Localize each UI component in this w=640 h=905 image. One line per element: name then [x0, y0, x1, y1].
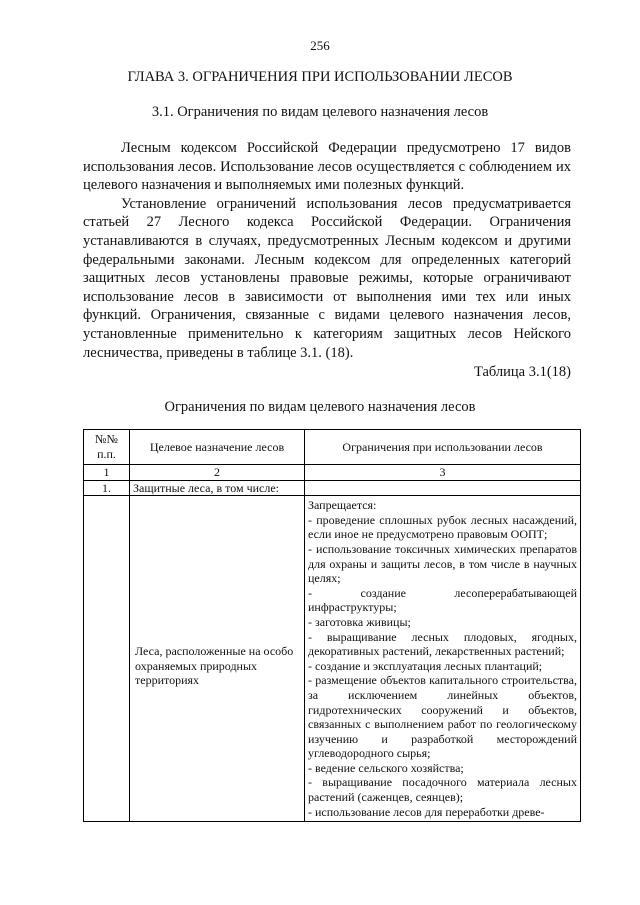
- section-title: 3.1. Ограничения по видам целевого назначения лесов: [151, 104, 489, 120]
- header-restrictions: Ограничения при использовании лесов: [305, 430, 581, 465]
- row-restrictions: [305, 496, 581, 822]
- header-num: №№ п.п.: [84, 430, 130, 465]
- row-purpose: Защитные леса, в том числе:: [130, 480, 305, 496]
- row-num: [84, 496, 130, 822]
- table-row: [84, 480, 581, 496]
- purpose-text: Леса, расположенные на особо охраняемых природных территориях: [135, 644, 294, 688]
- page-number: 256: [310, 38, 330, 53]
- restriction-item: - выращивание лесных плодовых, ягодных, декоративных растений, лекарственных растений;: [308, 629, 577, 659]
- table-caption: Таблица 3.1(18): [473, 364, 571, 380]
- restriction-item: - заготовка живицы;: [308, 614, 411, 629]
- restriction-item: - ведение сельского хозяйства;: [308, 760, 464, 775]
- restriction-item: - проведение сплошных рубок лесных насаждений, если иное не предусмотрено правовым ООПТ;: [308, 512, 577, 542]
- row-num: 1.: [84, 480, 130, 496]
- paragraph: Лесным кодексом Российской Федерации предусмотрено 17 видов использования лесов. Использование лесов осуществляется с соблюдением их целевого назначения и выполняемых ими полезных функций.: [83, 140, 571, 194]
- restrictions-table: [83, 429, 581, 822]
- restriction-item: - создание и эксплуатация лесных плантаций;: [308, 658, 543, 673]
- restriction-item: - размещение объектов капитального строительства, за исключением линейных объектов, гидротехнических сооружений и объектов, связанных с выполнением работ по геологическому изучению и разработкой месторождений углеводородного сырья;: [308, 673, 577, 761]
- restriction-item: - использование токсичных химических препаратов для охраны и защиты лесов, в том числе в научных целях;: [308, 541, 577, 586]
- column-number: 2: [130, 465, 305, 481]
- header-purpose: Целевое назначение лесов: [130, 430, 305, 465]
- restriction-item: - использование лесов для переработки древе-: [308, 804, 545, 819]
- column-number-row: [84, 465, 581, 481]
- paragraph: Установление ограничений использования лесов предусматривается статьей 27 Лесного кодекса Российской Федерации. Ограничения устанавливаются в случаях, предусмотренных Лесным кодексом и другими федеральными законами. Лесным кодексом для определенных категорий защитных лесов установлены правовые режимы, которые ограничивают использование лесов в зависимости от выполнения ими тех или иных функций. Ограничения, связанные с видами целевого назначения лесов, установленные применительно к категориям защитных лесов Нейского лесничества, приведены в таблице 3.1. (18).: [83, 195, 571, 361]
- table-row: [84, 496, 581, 822]
- row-purpose: [130, 496, 305, 822]
- chapter-title: ГЛАВА 3. ОГРАНИЧЕНИЯ ПРИ ИСПОЛЬЗОВАНИИ ЛЕСОВ: [127, 69, 513, 85]
- column-number: 3: [305, 465, 581, 481]
- row-restrictions: [305, 480, 581, 496]
- body-text: [83, 139, 571, 362]
- restriction-item: - создание лесоперерабатывающей инфраструктуры;: [308, 585, 577, 615]
- restriction-item: Запрещается:: [308, 498, 377, 513]
- table-header-row: [84, 430, 581, 465]
- table-title: Ограничения по видам целевого назначения лесов: [164, 399, 476, 415]
- restriction-item: - выращивание посадочного материала лесных растений (саженцев, сеянцев);: [308, 775, 577, 805]
- column-number: 1: [84, 465, 130, 481]
